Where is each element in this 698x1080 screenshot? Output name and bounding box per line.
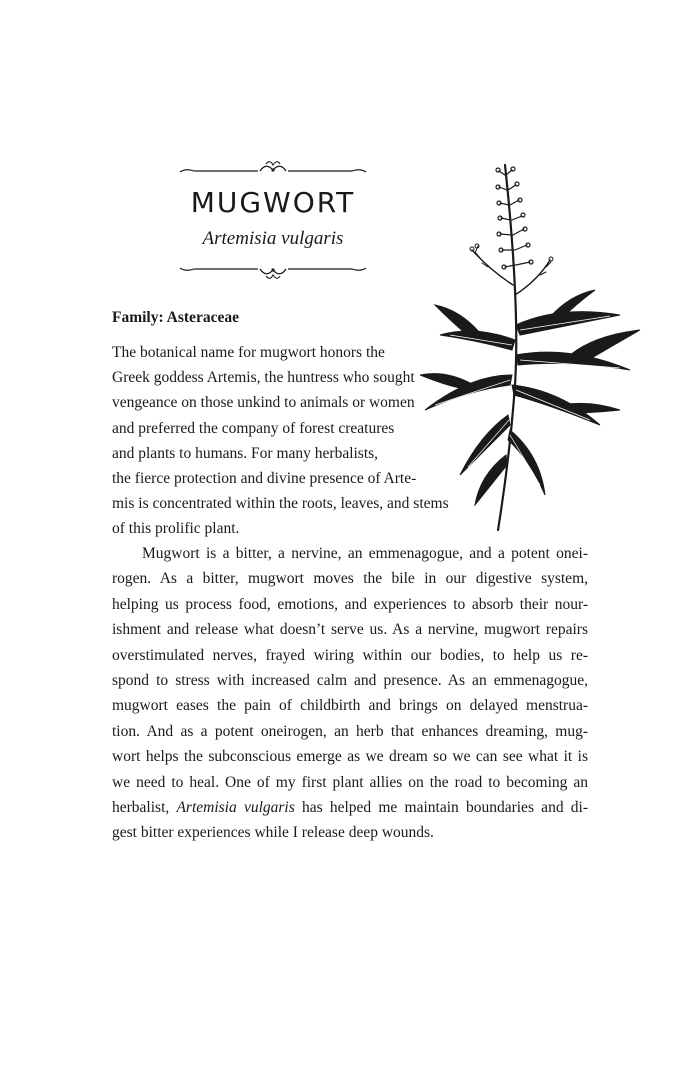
body-line: rogen. As a bitter, mugwort moves the bile in our digestive system, xyxy=(112,570,588,588)
body-paragraph xyxy=(112,541,588,846)
body-line-segment: has helped me maintain boundaries and di- xyxy=(294,799,588,817)
entry-title: MUGWORT xyxy=(190,186,356,219)
intro-line: the fierce protection and divine presence of Arte- xyxy=(112,470,417,488)
body-line: spond to stress with increased calm and presence. As an emmenagogue, xyxy=(112,672,588,690)
body-line: ishment and release what doesn’t serve us. As a nervine, mugwort repairs xyxy=(112,621,588,639)
body-line: we need to heal. One of my first plant allies on the road to becoming an xyxy=(112,773,588,791)
intro-line: The botanical name for mugwort honors the xyxy=(112,344,385,361)
body-line: wort helps the subconscious emerge as we dream so we can see what it is xyxy=(112,748,588,766)
body-line: gest bitter experiences while I release deep wounds. xyxy=(112,824,434,842)
intro-line: of this prolific plant. xyxy=(112,520,240,538)
body-line: mugwort eases the pain of childbirth and brings on delayed menstrua- xyxy=(112,697,588,715)
intro-line: mis is concentrated within the roots, leaves, and stems xyxy=(112,495,449,513)
family-heading: Family: Asteraceae xyxy=(112,309,239,326)
intro-line: Greek goddess Artemis, the huntress who sought xyxy=(112,369,415,387)
intro-paragraph xyxy=(112,340,449,542)
body-line: Mugwort is a bitter, a nervine, an emmenagogue, and a potent onei- xyxy=(142,545,588,562)
body-line xyxy=(112,795,588,820)
body-line: overstimulated nerves, frayed wiring within our bodies, to help us re- xyxy=(112,646,588,664)
intro-line: and preferred the company of forest creatures xyxy=(112,419,395,437)
body-line-segment: herbalist, xyxy=(112,799,177,817)
intro-line: vengeance on those unkind to animals or women xyxy=(112,394,415,412)
body-line: helping us process food, emotions, and experiences to absorb their nour- xyxy=(112,595,588,613)
bottom-flourish-icon xyxy=(178,260,368,284)
top-flourish-icon xyxy=(178,156,368,180)
body-line-italic-latin: Artemisia vulgaris xyxy=(176,799,295,817)
intro-line: and plants to humans. For many herbalists, xyxy=(112,444,379,462)
body-line: tion. And as a potent oneirogen, an herb that enhances dreaming, mug- xyxy=(112,722,588,740)
mugwort-plant-icon xyxy=(420,155,650,535)
entry-latin-name: Artemisia vulgaris xyxy=(202,228,344,249)
